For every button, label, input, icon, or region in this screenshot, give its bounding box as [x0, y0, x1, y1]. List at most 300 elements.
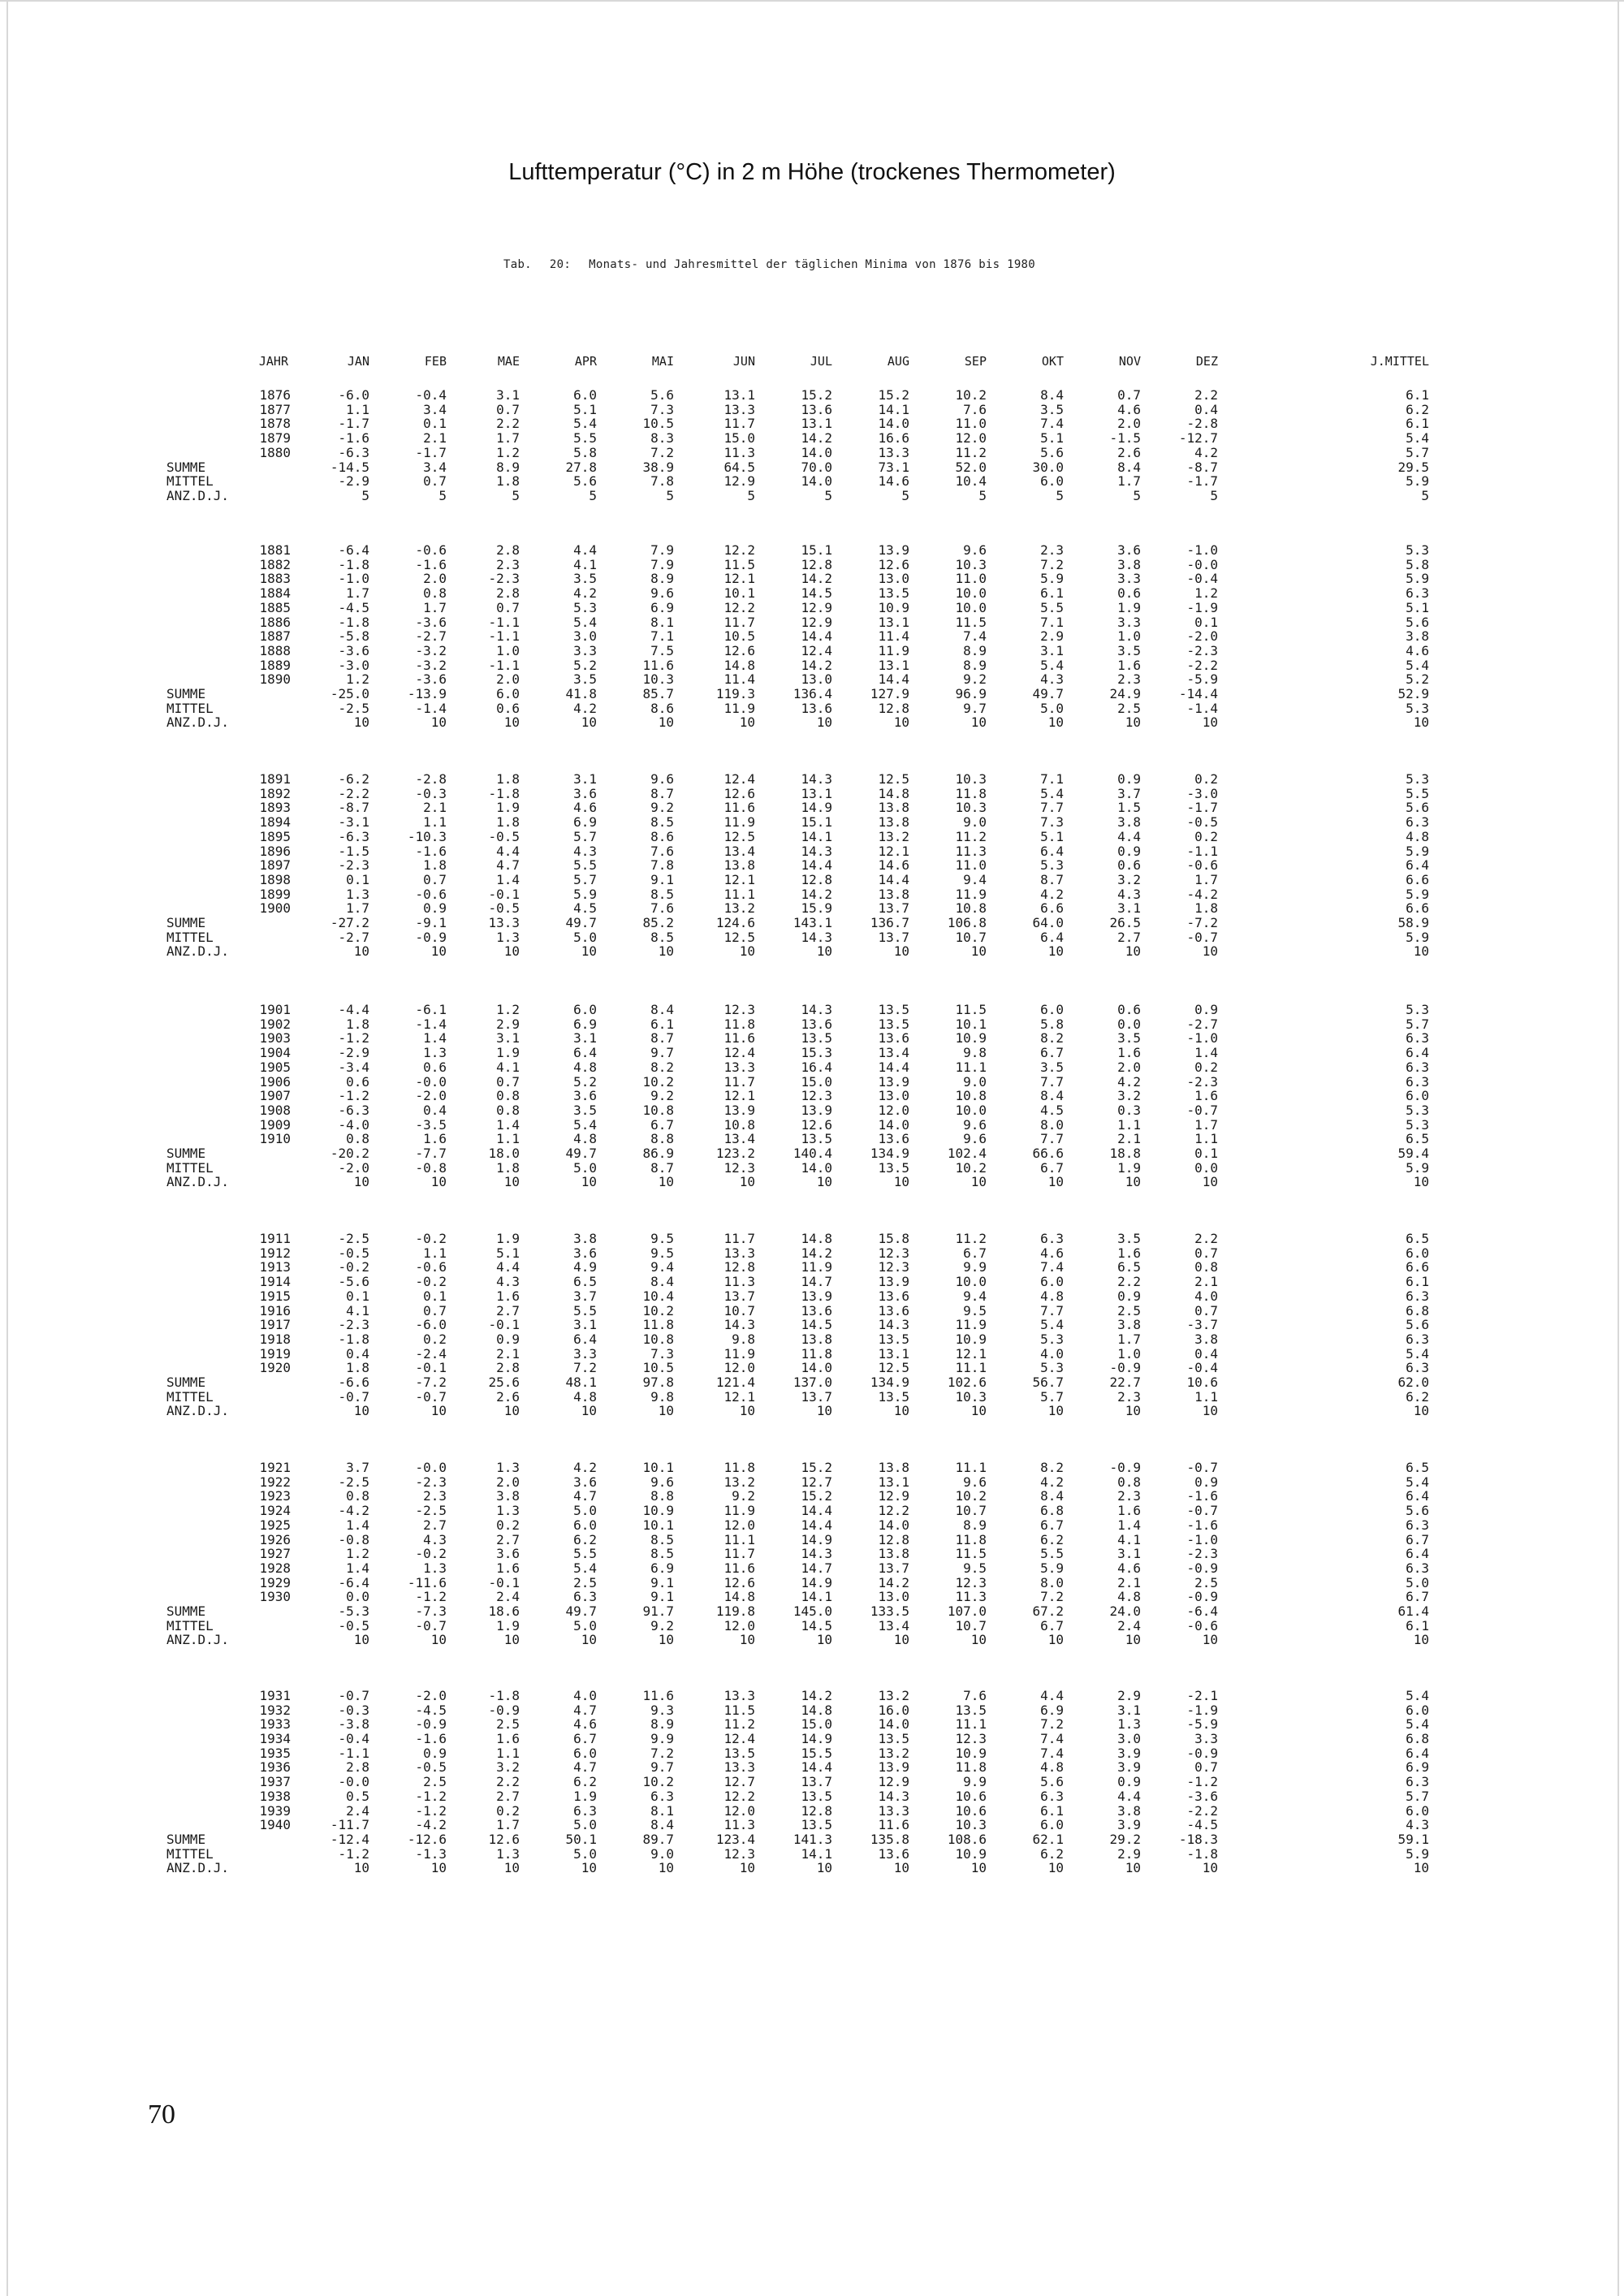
value-cell: 14.3	[801, 930, 832, 945]
value-cell: 12.0	[723, 1517, 755, 1533]
value-cell: 14.8	[801, 1703, 832, 1718]
value-cell: 10	[1413, 1174, 1429, 1189]
summary-label-cell: SUMME	[166, 1146, 206, 1161]
value-cell: 62.1	[1032, 1832, 1064, 1847]
value-cell: 11.7	[723, 1231, 755, 1246]
value-cell: -0.1	[488, 1317, 520, 1332]
value-cell: -1.6	[415, 557, 447, 572]
value-cell: 6.7	[1406, 1532, 1429, 1547]
value-cell: 135.8	[870, 1832, 909, 1847]
value-cell: -4.5	[415, 1703, 447, 1718]
value-cell: 13.6	[878, 1846, 909, 1862]
value-cell: 2.1	[423, 800, 447, 815]
value-cell: 14.0	[878, 1117, 909, 1133]
table-row	[0, 1547, 1624, 1561]
value-cell: -2.8	[1186, 416, 1218, 431]
value-cell: 5.4	[1406, 1474, 1429, 1490]
value-cell: 4.8	[1040, 1288, 1064, 1304]
value-cell: 52.0	[955, 460, 987, 475]
value-cell: 14.0	[801, 1160, 832, 1176]
table-row	[0, 446, 1624, 460]
value-cell: 10	[1047, 1174, 1064, 1189]
value-cell: 5	[747, 488, 755, 503]
year-cell: 1931	[259, 1688, 291, 1703]
table-row	[0, 572, 1624, 586]
value-cell: 12.8	[801, 1803, 832, 1819]
table-row	[0, 1818, 1624, 1832]
value-cell: 13.2	[878, 1746, 909, 1761]
value-cell: 6.4	[1040, 930, 1064, 945]
value-cell: 7.4	[1040, 1731, 1064, 1746]
value-cell: 11.4	[723, 671, 755, 687]
value-cell: 8.5	[650, 887, 674, 902]
year-cell: 1884	[259, 585, 291, 601]
value-cell: -1.2	[338, 1846, 369, 1862]
value-cell: -1.2	[1186, 1774, 1218, 1789]
value-cell: 10	[816, 943, 832, 959]
value-cell: 6.4	[573, 1331, 597, 1347]
value-cell: 10.0	[955, 1103, 987, 1118]
value-cell: 12.3	[878, 1259, 909, 1275]
value-cell: 6.5	[573, 1274, 597, 1289]
value-cell: 58.9	[1397, 915, 1429, 930]
value-cell: 13.9	[878, 1274, 909, 1289]
value-cell: 0.8	[496, 1088, 520, 1103]
value-cell: -6.2	[338, 771, 369, 787]
value-cell: 8.5	[650, 1546, 674, 1561]
value-cell: 6.3	[1406, 814, 1429, 830]
value-cell: 16.4	[801, 1060, 832, 1075]
value-cell: 4.8	[1040, 1759, 1064, 1775]
summary-row	[0, 489, 1624, 503]
value-cell: -10.3	[407, 829, 447, 844]
value-cell: 10	[353, 714, 369, 730]
value-cell: 0.8	[1117, 1474, 1141, 1490]
year-cell: 1924	[259, 1503, 291, 1518]
value-cell: 11.8	[723, 1016, 755, 1032]
value-cell: -5.9	[1186, 671, 1218, 687]
value-cell: 119.8	[715, 1603, 755, 1619]
column-header: JUL	[810, 354, 832, 369]
value-cell: 14.1	[801, 1846, 832, 1862]
value-cell: 8.5	[650, 814, 674, 830]
value-cell: 6.9	[650, 1560, 674, 1576]
value-cell: 12.6	[723, 643, 755, 658]
value-cell: 1.0	[1117, 628, 1141, 644]
value-cell: 7.2	[1040, 1589, 1064, 1604]
value-cell: 3.5	[1040, 1060, 1064, 1075]
value-cell: 14.4	[801, 628, 832, 644]
value-cell: 62.0	[1397, 1375, 1429, 1390]
value-cell: 2.0	[496, 671, 520, 687]
year-cell: 1883	[259, 571, 291, 586]
value-cell: -3.7	[1186, 1317, 1218, 1332]
value-cell: 4.9	[573, 1259, 597, 1275]
value-cell: 4.2	[573, 585, 597, 601]
value-cell: 5.5	[1040, 1546, 1064, 1561]
value-cell: 5.2	[573, 1074, 597, 1090]
value-cell: 2.8	[496, 585, 520, 601]
value-cell: 10	[739, 943, 755, 959]
value-cell: 10	[970, 1860, 987, 1875]
value-cell: 3.5	[573, 571, 597, 586]
value-cell: 12.9	[878, 1488, 909, 1504]
value-cell: 5	[1133, 488, 1141, 503]
table-row	[0, 1689, 1624, 1703]
value-cell: 3.8	[1194, 1331, 1218, 1347]
value-cell: 1.8	[346, 1360, 369, 1375]
value-cell: -1.7	[1186, 473, 1218, 489]
value-cell: 13.6	[801, 402, 832, 417]
value-cell: 0.6	[346, 1074, 369, 1090]
value-cell: -1.7	[338, 416, 369, 431]
value-cell: 9.5	[963, 1560, 987, 1576]
value-cell: 13.7	[723, 1288, 755, 1304]
value-cell: 5.0	[573, 1846, 597, 1862]
value-cell: 5	[1421, 488, 1429, 503]
value-cell: 2.7	[1117, 930, 1141, 945]
value-cell: 4.8	[573, 1131, 597, 1146]
value-cell: 10	[581, 943, 597, 959]
value-cell: 13.1	[801, 786, 832, 801]
value-cell: 1.2	[346, 1546, 369, 1561]
value-cell: 5.6	[1040, 1774, 1064, 1789]
value-cell: 10	[970, 943, 987, 959]
value-cell: 3.2	[1117, 872, 1141, 887]
value-cell: 143.1	[793, 915, 832, 930]
value-cell: 11.9	[723, 1503, 755, 1518]
value-cell: 7.6	[650, 844, 674, 859]
value-cell: 7.3	[650, 402, 674, 417]
value-cell: 10	[430, 1632, 447, 1647]
value-cell: 8.3	[650, 430, 674, 446]
value-cell: 6.1	[650, 1016, 674, 1032]
value-cell: 6.3	[1406, 1360, 1429, 1375]
value-cell: 11.9	[723, 814, 755, 830]
value-cell: -12.4	[330, 1832, 369, 1847]
value-cell: 86.9	[642, 1146, 674, 1161]
value-cell: 9.7	[963, 701, 987, 716]
value-cell: 6.9	[650, 600, 674, 615]
value-cell: -2.3	[415, 1474, 447, 1490]
value-cell: 89.7	[642, 1832, 674, 1847]
value-cell: 3.1	[496, 387, 520, 403]
value-cell: 8.8	[650, 1131, 674, 1146]
value-cell: 1.4	[496, 872, 520, 887]
value-cell: 96.9	[955, 686, 987, 701]
value-cell: 6.8	[1406, 1303, 1429, 1318]
value-cell: 15.2	[801, 1460, 832, 1475]
value-cell: -0.2	[415, 1231, 447, 1246]
value-cell: 11.2	[955, 1231, 987, 1246]
value-cell: 0.5	[346, 1789, 369, 1804]
value-cell: 10	[970, 714, 987, 730]
value-cell: 73.1	[878, 460, 909, 475]
summary-label-cell: MITTEL	[166, 701, 214, 716]
value-cell: 6.2	[1406, 402, 1429, 417]
value-cell: 10.9	[878, 600, 909, 615]
value-cell: 16.6	[878, 430, 909, 446]
value-cell: 134.9	[870, 1146, 909, 1161]
value-cell: 5.3	[1406, 1117, 1429, 1133]
value-cell: 5.0	[1406, 1575, 1429, 1590]
page-number: 70	[148, 2100, 175, 2130]
value-cell: 6.0	[1040, 473, 1064, 489]
year-cell: 1908	[259, 1103, 291, 1118]
value-cell: 8.4	[1117, 460, 1141, 475]
value-cell: -0.7	[338, 1389, 369, 1405]
value-cell: 3.5	[1117, 643, 1141, 658]
value-cell: 7.7	[1040, 800, 1064, 815]
value-cell: 8.9	[963, 643, 987, 658]
value-cell: 3.1	[1117, 900, 1141, 916]
value-cell: 11.7	[723, 1546, 755, 1561]
value-cell: 6.2	[573, 1774, 597, 1789]
value-cell: 12.2	[723, 542, 755, 558]
value-cell: 1.6	[496, 1560, 520, 1576]
value-cell: 3.2	[1117, 1088, 1141, 1103]
year-cell: 1894	[259, 814, 291, 830]
value-cell: -4.5	[338, 600, 369, 615]
table-row	[0, 1089, 1624, 1103]
table-row	[0, 586, 1624, 601]
value-cell: 6.3	[1406, 1560, 1429, 1576]
value-cell: 1.9	[496, 800, 520, 815]
value-cell: 10.1	[955, 1016, 987, 1032]
column-header: JAN	[347, 354, 369, 369]
value-cell: 10	[1413, 714, 1429, 730]
value-cell: 1.6	[1117, 1503, 1141, 1518]
value-cell: 10	[503, 1860, 520, 1875]
value-cell: 3.3	[573, 1346, 597, 1362]
year-cell: 1935	[259, 1746, 291, 1761]
value-cell: 5	[1056, 488, 1064, 503]
value-cell: 102.6	[947, 1375, 987, 1390]
value-cell: 29.5	[1397, 460, 1429, 475]
table-row	[0, 1760, 1624, 1775]
year-cell: 1878	[259, 416, 291, 431]
value-cell: 10	[658, 1174, 674, 1189]
value-cell: 11.9	[955, 1317, 987, 1332]
value-cell: 6.7	[1040, 1517, 1064, 1533]
value-cell: 124.6	[715, 915, 755, 930]
year-cell: 1885	[259, 600, 291, 615]
value-cell: 5.7	[1406, 1789, 1429, 1804]
value-cell: 10.9	[642, 1503, 674, 1518]
value-cell: 123.2	[715, 1146, 755, 1161]
value-cell: 1.8	[346, 1016, 369, 1032]
value-cell: 15.0	[723, 430, 755, 446]
value-cell: 102.4	[947, 1146, 987, 1161]
value-cell: 97.8	[642, 1375, 674, 1390]
value-cell: 13.0	[801, 671, 832, 687]
summary-row	[0, 1861, 1624, 1875]
value-cell: 10.2	[642, 1303, 674, 1318]
value-cell: 12.9	[801, 600, 832, 615]
value-cell: 1.6	[496, 1731, 520, 1746]
value-cell: 4.7	[573, 1703, 597, 1718]
value-cell: -0.7	[1186, 1460, 1218, 1475]
summary-row	[0, 1847, 1624, 1862]
value-cell: 13.8	[801, 1331, 832, 1347]
value-cell: 1.7	[1194, 1117, 1218, 1133]
value-cell: 8.2	[1040, 1460, 1064, 1475]
value-cell: 1.8	[423, 857, 447, 873]
value-cell: -14.4	[1178, 686, 1218, 701]
value-cell: 10	[739, 714, 755, 730]
value-cell: 5.8	[1040, 1016, 1064, 1032]
value-cell: 2.6	[496, 1389, 520, 1405]
value-cell: 7.7	[1040, 1131, 1064, 1146]
value-cell: 10	[739, 1174, 755, 1189]
value-cell: 2.2	[496, 1774, 520, 1789]
value-cell: 5.1	[573, 402, 597, 417]
value-cell: 14.2	[801, 571, 832, 586]
year-cell: 1922	[259, 1474, 291, 1490]
value-cell: 5.7	[1406, 1016, 1429, 1032]
summary-row	[0, 687, 1624, 701]
value-cell: 6.0	[1406, 1088, 1429, 1103]
value-cell: 123.4	[715, 1832, 755, 1847]
value-cell: 13.6	[801, 1303, 832, 1318]
value-cell: 5.3	[1406, 771, 1429, 787]
value-cell: 0.9	[1117, 771, 1141, 787]
value-cell: 64.0	[1032, 915, 1064, 930]
value-cell: 14.4	[878, 1060, 909, 1075]
value-cell: 2.4	[496, 1589, 520, 1604]
value-cell: 13.6	[801, 701, 832, 716]
value-cell: 11.6	[642, 1688, 674, 1703]
value-cell: 5.5	[573, 1303, 597, 1318]
value-cell: -1.8	[1186, 1846, 1218, 1862]
value-cell: 14.8	[878, 786, 909, 801]
value-cell: 1.7	[1117, 1331, 1141, 1347]
value-cell: 6.1	[1406, 416, 1429, 431]
value-cell: 10.9	[955, 1331, 987, 1347]
value-cell: 11.6	[723, 800, 755, 815]
value-cell: 145.0	[793, 1603, 832, 1619]
table-row	[0, 1504, 1624, 1518]
value-cell: 1.8	[496, 771, 520, 787]
table-row	[0, 431, 1624, 446]
value-cell: 9.2	[650, 1088, 674, 1103]
value-cell: 14.3	[801, 1546, 832, 1561]
value-cell: -4.2	[415, 1817, 447, 1832]
value-cell: 5	[978, 488, 987, 503]
summary-row	[0, 1404, 1624, 1418]
summary-label-cell: ANZ.D.J.	[166, 1632, 230, 1647]
value-cell: 12.3	[723, 1160, 755, 1176]
value-cell: 11.8	[723, 1460, 755, 1475]
value-cell: -0.9	[1186, 1589, 1218, 1604]
value-cell: 11.7	[723, 416, 755, 431]
value-cell: 1.5	[1117, 800, 1141, 815]
table-row	[0, 873, 1624, 887]
value-cell: 14.3	[723, 1317, 755, 1332]
value-cell: 0.2	[496, 1517, 520, 1533]
column-header: MAI	[651, 354, 674, 369]
value-cell: 14.9	[801, 1731, 832, 1746]
value-cell: 0.2	[423, 1331, 447, 1347]
value-cell: 7.4	[1040, 416, 1064, 431]
value-cell: 5.9	[1406, 473, 1429, 489]
value-cell: 85.2	[642, 915, 674, 930]
value-cell: 30.0	[1032, 460, 1064, 475]
year-cell: 1876	[259, 387, 291, 403]
value-cell: 2.5	[1117, 1303, 1141, 1318]
value-cell: 3.5	[1117, 1030, 1141, 1046]
value-cell: 6.3	[1406, 1074, 1429, 1090]
value-cell: 0.2	[1194, 1060, 1218, 1075]
value-cell: -0.6	[1186, 857, 1218, 873]
value-cell: 12.6	[878, 557, 909, 572]
value-cell: -2.5	[338, 701, 369, 716]
year-cell: 1918	[259, 1331, 291, 1347]
value-cell: 121.4	[715, 1375, 755, 1390]
year-cell: 1940	[259, 1817, 291, 1832]
value-cell: 5.9	[1040, 1560, 1064, 1576]
value-cell: -0.4	[1186, 571, 1218, 586]
value-cell: 12.8	[801, 872, 832, 887]
value-cell: 13.8	[878, 814, 909, 830]
value-cell: 11.3	[723, 445, 755, 460]
value-cell: -6.1	[415, 1002, 447, 1017]
value-cell: 14.4	[878, 671, 909, 687]
value-cell: 4.4	[496, 844, 520, 859]
value-cell: 1.1	[423, 814, 447, 830]
value-cell: 15.8	[878, 1231, 909, 1246]
year-cell: 1916	[259, 1303, 291, 1318]
value-cell: 14.0	[801, 473, 832, 489]
value-cell: 0.4	[346, 1346, 369, 1362]
value-cell: 14.2	[801, 887, 832, 902]
value-cell: 14.3	[878, 1789, 909, 1804]
value-cell: 6.7	[573, 1731, 597, 1746]
table-row	[0, 1361, 1624, 1375]
year-cell: 1927	[259, 1546, 291, 1561]
value-cell: 10	[1125, 1632, 1141, 1647]
page-title: Lufttemperatur (°C) in 2 m Höhe (trockenes Thermometer)	[508, 159, 1116, 185]
value-cell: -1.2	[415, 1789, 447, 1804]
value-cell: 13.9	[878, 1074, 909, 1090]
value-cell: -3.2	[415, 643, 447, 658]
value-cell: -1.8	[488, 1688, 520, 1703]
value-cell: 1.9	[496, 1045, 520, 1060]
value-cell: -2.7	[1186, 1016, 1218, 1032]
value-cell: 10.0	[955, 585, 987, 601]
value-cell: 2.9	[1117, 1846, 1141, 1862]
value-cell: 0.7	[496, 402, 520, 417]
value-cell: 49.7	[565, 915, 597, 930]
value-cell: 0.2	[496, 1803, 520, 1819]
table-row	[0, 1590, 1624, 1604]
value-cell: 0.1	[1194, 615, 1218, 630]
value-cell: 3.4	[423, 402, 447, 417]
value-cell: 8.0	[1040, 1117, 1064, 1133]
value-cell: 66.6	[1032, 1146, 1064, 1161]
value-cell: 0.4	[423, 1103, 447, 1118]
value-cell: 12.8	[723, 1259, 755, 1275]
value-cell: 10.7	[955, 1503, 987, 1518]
value-cell: 10	[353, 1174, 369, 1189]
value-cell: 11.8	[955, 1532, 987, 1547]
value-cell: 9.2	[732, 1488, 755, 1504]
value-cell: 10	[893, 1174, 909, 1189]
value-cell: 10.3	[955, 771, 987, 787]
value-cell: 9.6	[650, 1474, 674, 1490]
value-cell: 5.6	[1406, 1503, 1429, 1518]
value-cell: 3.1	[496, 1030, 520, 1046]
